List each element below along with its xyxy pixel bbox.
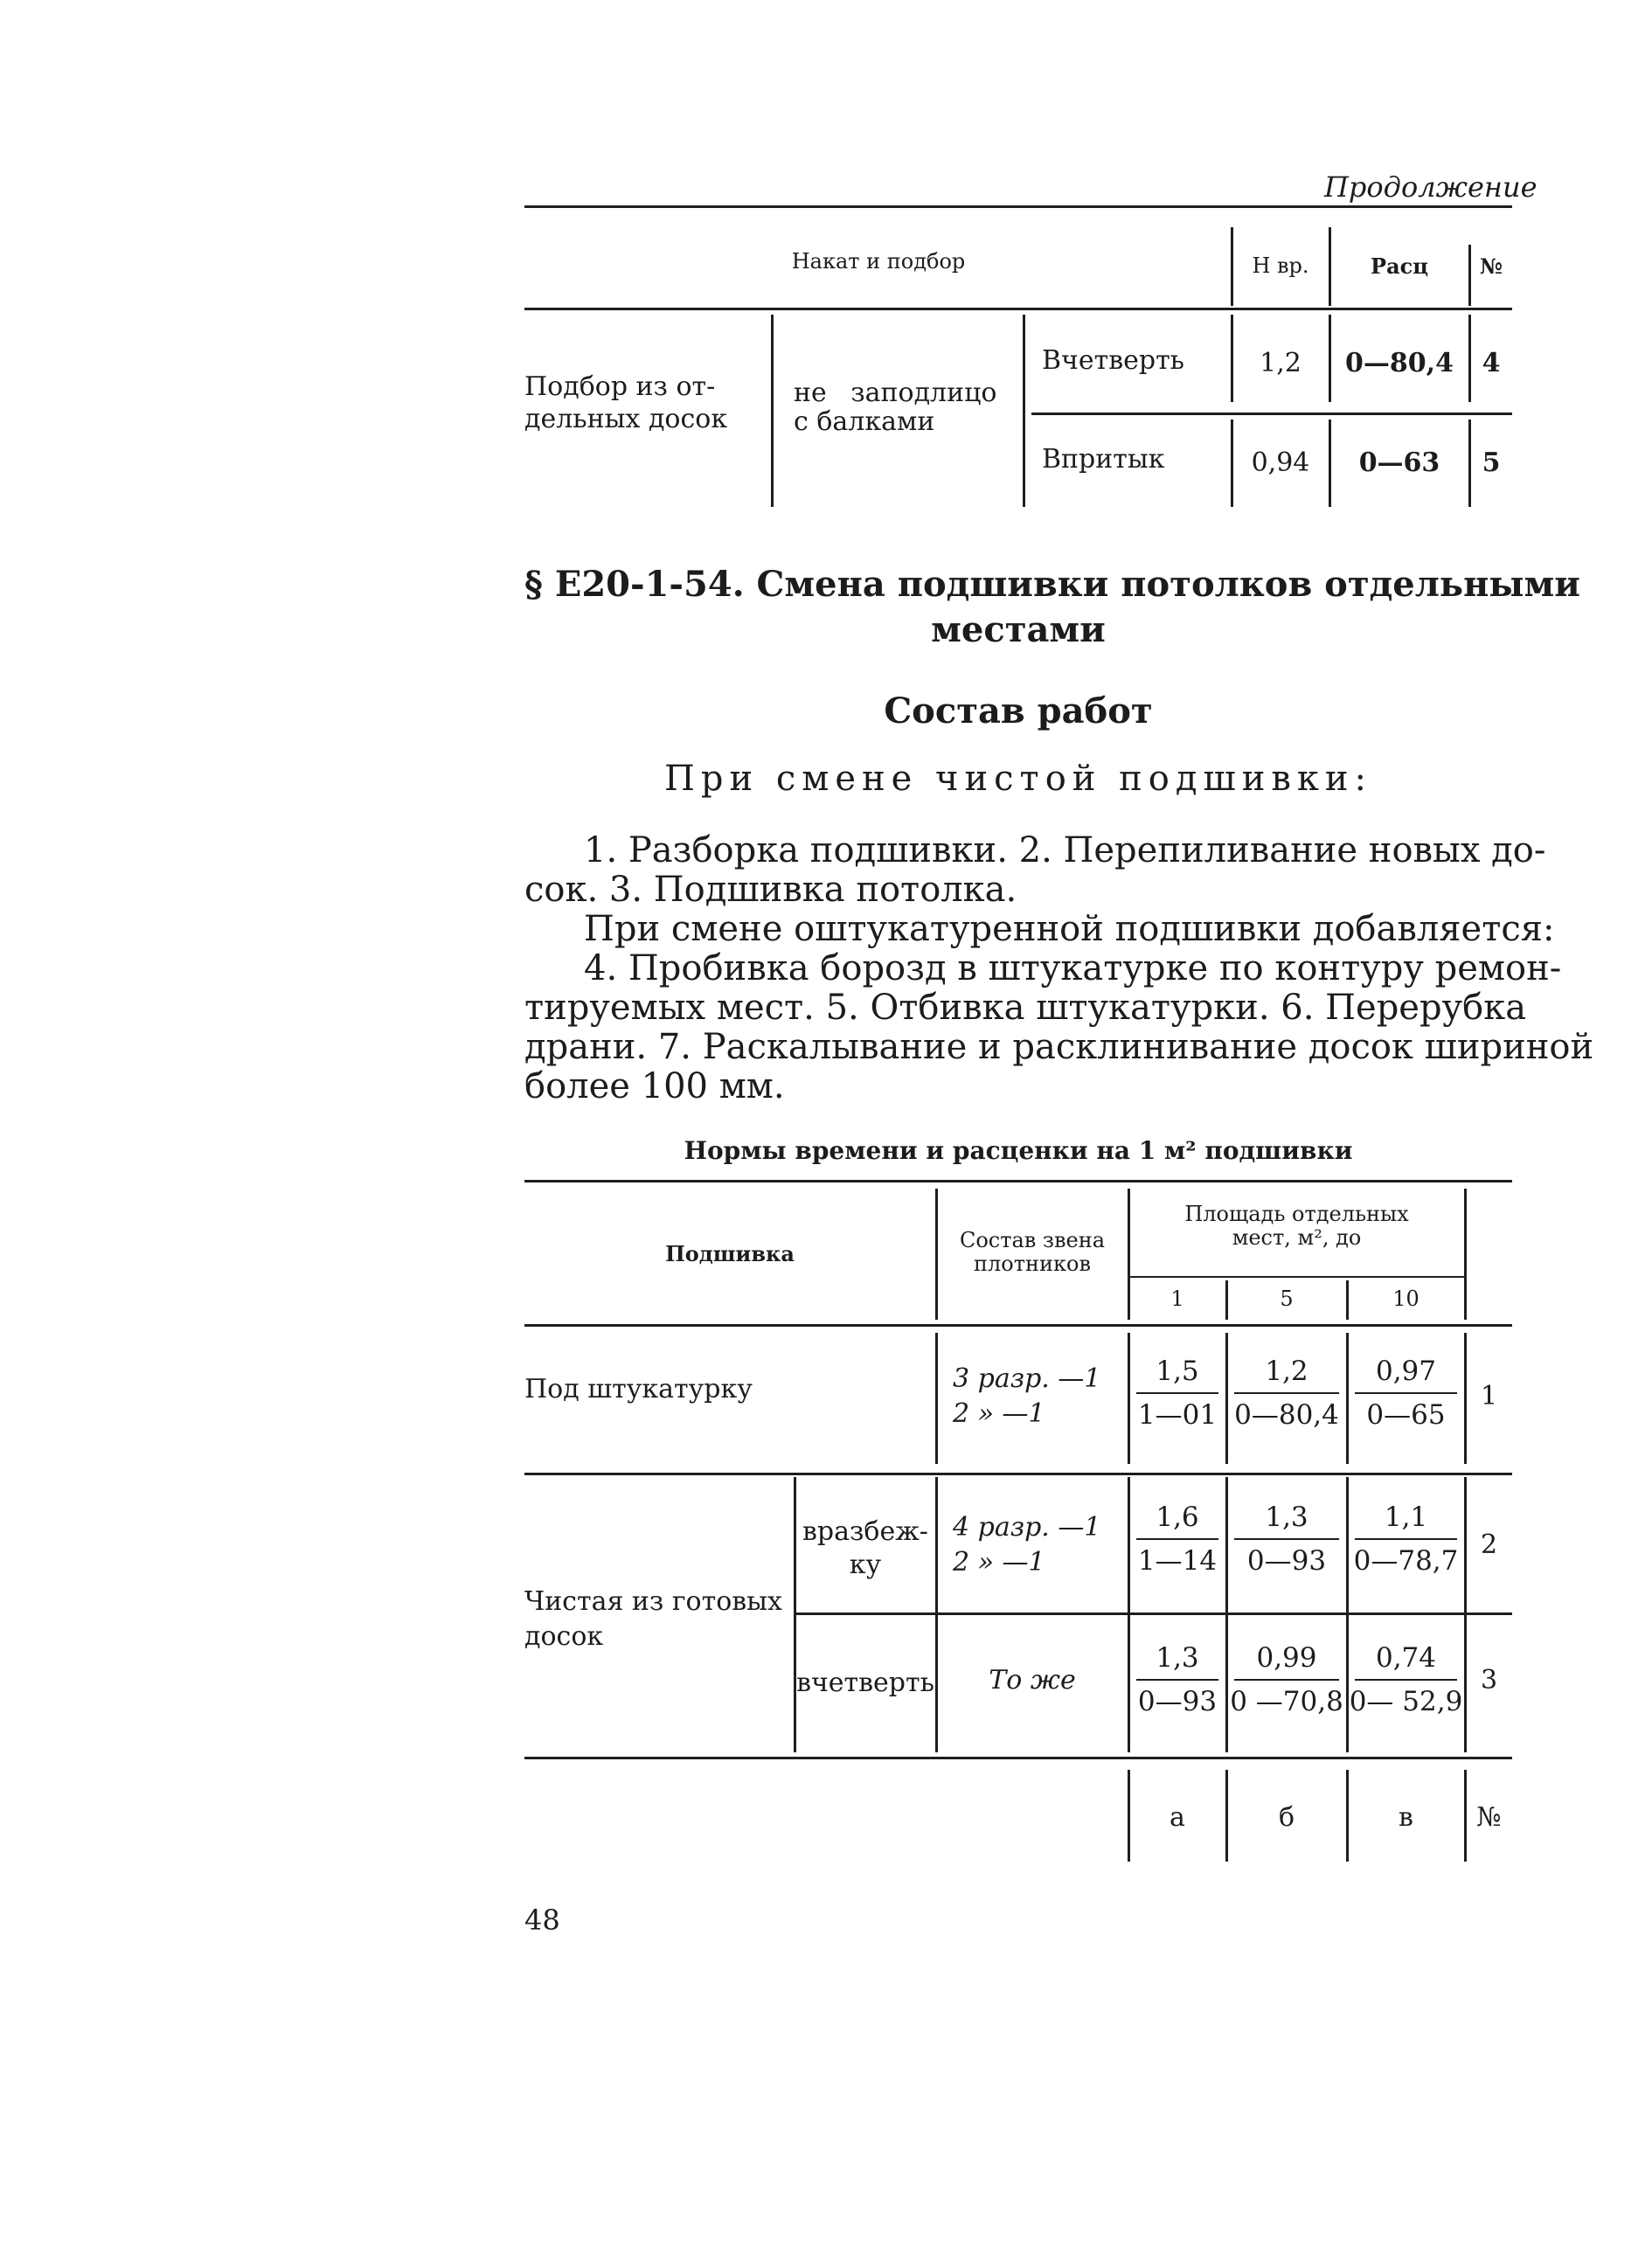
row-sub-2: ку	[849, 1550, 882, 1580]
rate-cell: 1,3 0—93	[1227, 1496, 1346, 1582]
rate-cell: 1,5 1—01	[1137, 1356, 1218, 1431]
rate-cell: 1,1 0—78,7	[1353, 1502, 1459, 1577]
sub-label-2: с балками	[794, 406, 935, 437]
rate-cell: 0,97 0—65	[1348, 1350, 1464, 1436]
group-label-2: дельных досок	[524, 404, 728, 434]
row-num: 1	[1480, 1381, 1498, 1411]
footer-label-v: в	[1399, 1802, 1413, 1833]
header-area-2: мест, м², до	[1232, 1225, 1362, 1250]
table-rule-bottom	[524, 1757, 1512, 1759]
row-crew: 3 разр. —1	[953, 1363, 1101, 1394]
subheading: При смене чистой подшивки:	[663, 759, 1373, 799]
row-num: 2	[1480, 1529, 1498, 1560]
col-header-5: 5	[1280, 1287, 1294, 1311]
table-rule-top	[524, 205, 1512, 208]
header-crew: Состав звена	[959, 1228, 1106, 1252]
sub-label: не заподлицо	[794, 378, 997, 408]
row-rate: 0—80,4	[1345, 348, 1454, 378]
row-crew-2: 2 » —1	[953, 1547, 1045, 1578]
rate-cell: 0,99 0 —70,8	[1230, 1642, 1343, 1717]
row-type: Под штукатурку	[524, 1374, 753, 1404]
row-crew-2: 2 » —1	[953, 1398, 1045, 1429]
header-type: Подшивка	[665, 1241, 795, 1266]
paragraph-line: 4. Пробивка борозд в штукатурке по контуру ремон-	[584, 948, 1562, 988]
row-num: 5	[1482, 447, 1501, 478]
group-label-2: досок	[524, 1621, 604, 1652]
table-rule-header	[524, 308, 1512, 310]
row-sub: вразбеж-	[802, 1516, 928, 1547]
footer-label-a: а	[1170, 1802, 1185, 1833]
table-rule-header	[524, 1324, 1512, 1327]
section-title: § Е20-1-54. Смена подшивки потолков отдельными	[524, 564, 1580, 605]
paragraph-line: более 100 мм.	[524, 1066, 785, 1106]
continuation-label: Продолжение	[1324, 170, 1537, 204]
rate-cell: 1,2 0—80,4	[1234, 1356, 1339, 1431]
paragraph-line: При смене оштукатуренной подшивки добавляется:	[584, 909, 1555, 949]
header-num: №	[1479, 253, 1503, 279]
rate-cell: 1,3 0—93	[1137, 1642, 1218, 1717]
rate-cell: 1,6 1—14	[1137, 1502, 1218, 1577]
row-sub: вчетверть	[796, 1668, 934, 1698]
table-caption: Нормы времени и расценки на 1 м² подшивки	[684, 1136, 1353, 1165]
row-num: 3	[1480, 1665, 1498, 1696]
row-num: 4	[1482, 348, 1501, 378]
paragraph-line: тируемых мест. 5. Отбивка штукатурки. 6. Перерубка	[524, 988, 1527, 1028]
section-title-2: местами	[931, 609, 1106, 650]
paragraph-line: драни. 7. Раскалывание и расклинивание досок шириной	[524, 1027, 1594, 1067]
header-norm: Н вр.	[1252, 253, 1309, 278]
table-rule-top	[524, 1180, 1512, 1182]
col-header-10: 10	[1392, 1287, 1419, 1311]
paragraph-line: 1. Разборка подшивки. 2. Перепиливание новых до-	[584, 830, 1546, 870]
page-number: 48	[524, 1904, 560, 1937]
composition-heading: Состав работ	[884, 690, 1153, 732]
row-rate: 0—63	[1358, 447, 1440, 478]
row-label-vchetvert: Вчетверть	[1042, 345, 1185, 376]
header-operation: Накат и подбор	[791, 249, 966, 274]
row-crew: То же	[989, 1665, 1076, 1696]
paragraph-line: сок. 3. Подшивка потолка.	[524, 870, 1017, 910]
footer-label-num: №	[1476, 1802, 1502, 1833]
rate-cell: 0,74 0— 52,9	[1349, 1642, 1463, 1717]
table-rule-row	[1031, 413, 1512, 415]
group-label: Подбор из от-	[524, 371, 716, 402]
group-label: Чистая из готовых	[524, 1586, 782, 1617]
col-header-1: 1	[1170, 1287, 1184, 1311]
footer-label-b: б	[1278, 1802, 1295, 1833]
row-norm: 0,94	[1251, 447, 1310, 478]
header-crew-2: плотников	[974, 1252, 1091, 1276]
row-label-vprityk: Впритык	[1042, 444, 1165, 475]
header-area: Площадь отдельных	[1184, 1202, 1409, 1226]
header-rate: Расц	[1371, 253, 1428, 279]
row-crew: 4 разр. —1	[953, 1512, 1101, 1543]
row-norm: 1,2	[1260, 348, 1301, 378]
